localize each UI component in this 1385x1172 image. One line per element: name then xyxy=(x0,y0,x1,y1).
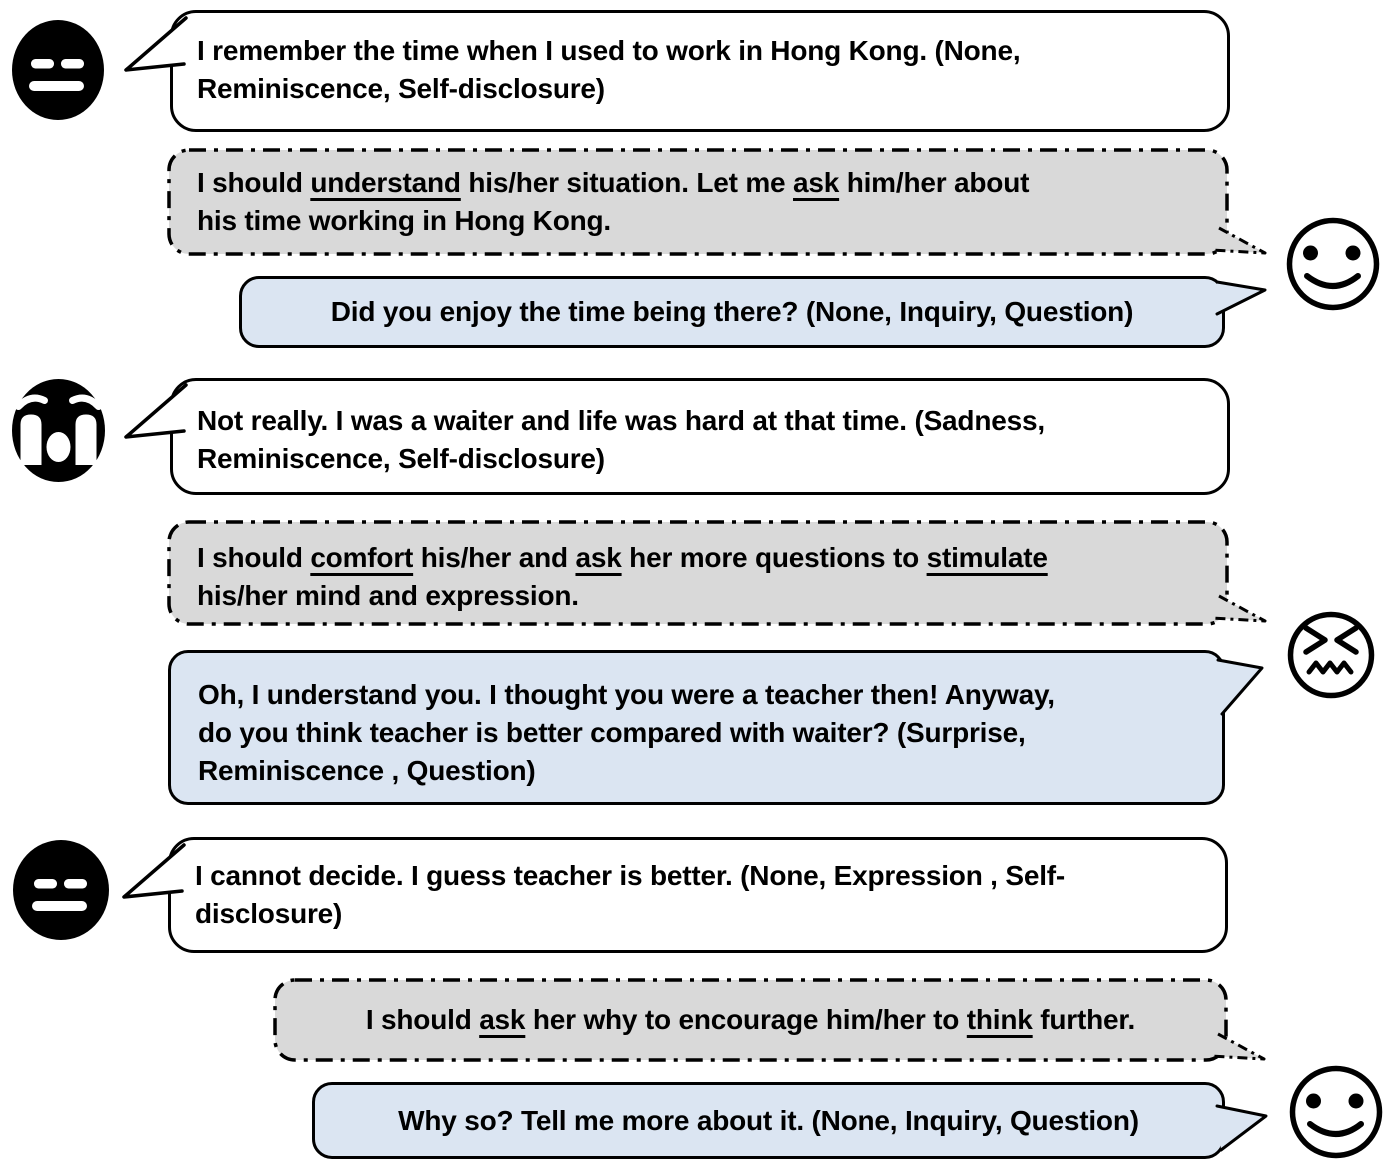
agent-reply-text: Oh, I understand you. I thought you were a teacher then! Anyway, do you think teacher is better compared with waiter? (Surprise, Reminiscence , Question) xyxy=(198,679,1055,786)
smiling-face-icon xyxy=(1286,217,1380,311)
user-utterance-bubble xyxy=(170,10,1230,132)
agent-thought-bubble xyxy=(273,978,1228,1062)
user-utterance-text: I remember the time when I used to work in Hong Kong. (None, Reminiscence, Self-disclosure) xyxy=(197,35,1021,104)
agent-reply-bubble xyxy=(239,276,1225,348)
speech-bubble-tail xyxy=(120,379,200,451)
thought-bubble-tail xyxy=(1205,222,1275,260)
expressionless-face-emoji-icon xyxy=(13,840,109,940)
speech-bubble-tail xyxy=(118,839,198,911)
user-utterance-text: I cannot decide. I guess teacher is better. (None, Expression , Self- disclosure) xyxy=(195,860,1066,929)
confounded-face-icon xyxy=(1287,611,1375,699)
user-utterance-text: Not really. I was a waiter and life was hard at that time. (Sadness, Reminiscence, Self-disclosure) xyxy=(197,405,1045,474)
user-utterance-bubble xyxy=(168,837,1228,953)
speech-bubble-tail xyxy=(1212,654,1268,720)
smiling-face-icon xyxy=(1289,1065,1383,1159)
speech-bubble-tail xyxy=(1211,1100,1273,1156)
speech-bubble-tail xyxy=(1210,276,1272,320)
agent-reply-text: Why so? Tell me more about it. (None, Inquiry, Question) xyxy=(398,1104,1139,1136)
agent-reply-text: Did you enjoy the time being there? (None, Inquiry, Question) xyxy=(330,296,1134,327)
agent-thought-bubble xyxy=(167,148,1229,256)
thought-bubble-tail xyxy=(1204,1028,1274,1066)
agent-thought-text: I should ask her why to encourage him/her to think further. xyxy=(365,1004,1136,1035)
user-utterance-bubble xyxy=(170,378,1230,495)
agent-thought-bubble xyxy=(167,520,1229,626)
agent-thought-text: I should comfort his/her and ask her more questions to stimulate his/her mind and expression. xyxy=(197,542,1048,611)
loudly-crying-face-emoji-icon xyxy=(10,377,107,484)
expressionless-face-emoji-icon xyxy=(10,18,106,124)
agent-reply-bubble xyxy=(168,650,1225,805)
thought-bubble-tail xyxy=(1205,590,1275,628)
speech-bubble-tail xyxy=(120,12,200,84)
agent-thought-text: I should understand his/her situation. Let me ask him/her about his time working in Hong Kong. xyxy=(197,167,1030,236)
agent-reply-bubble xyxy=(312,1082,1225,1159)
